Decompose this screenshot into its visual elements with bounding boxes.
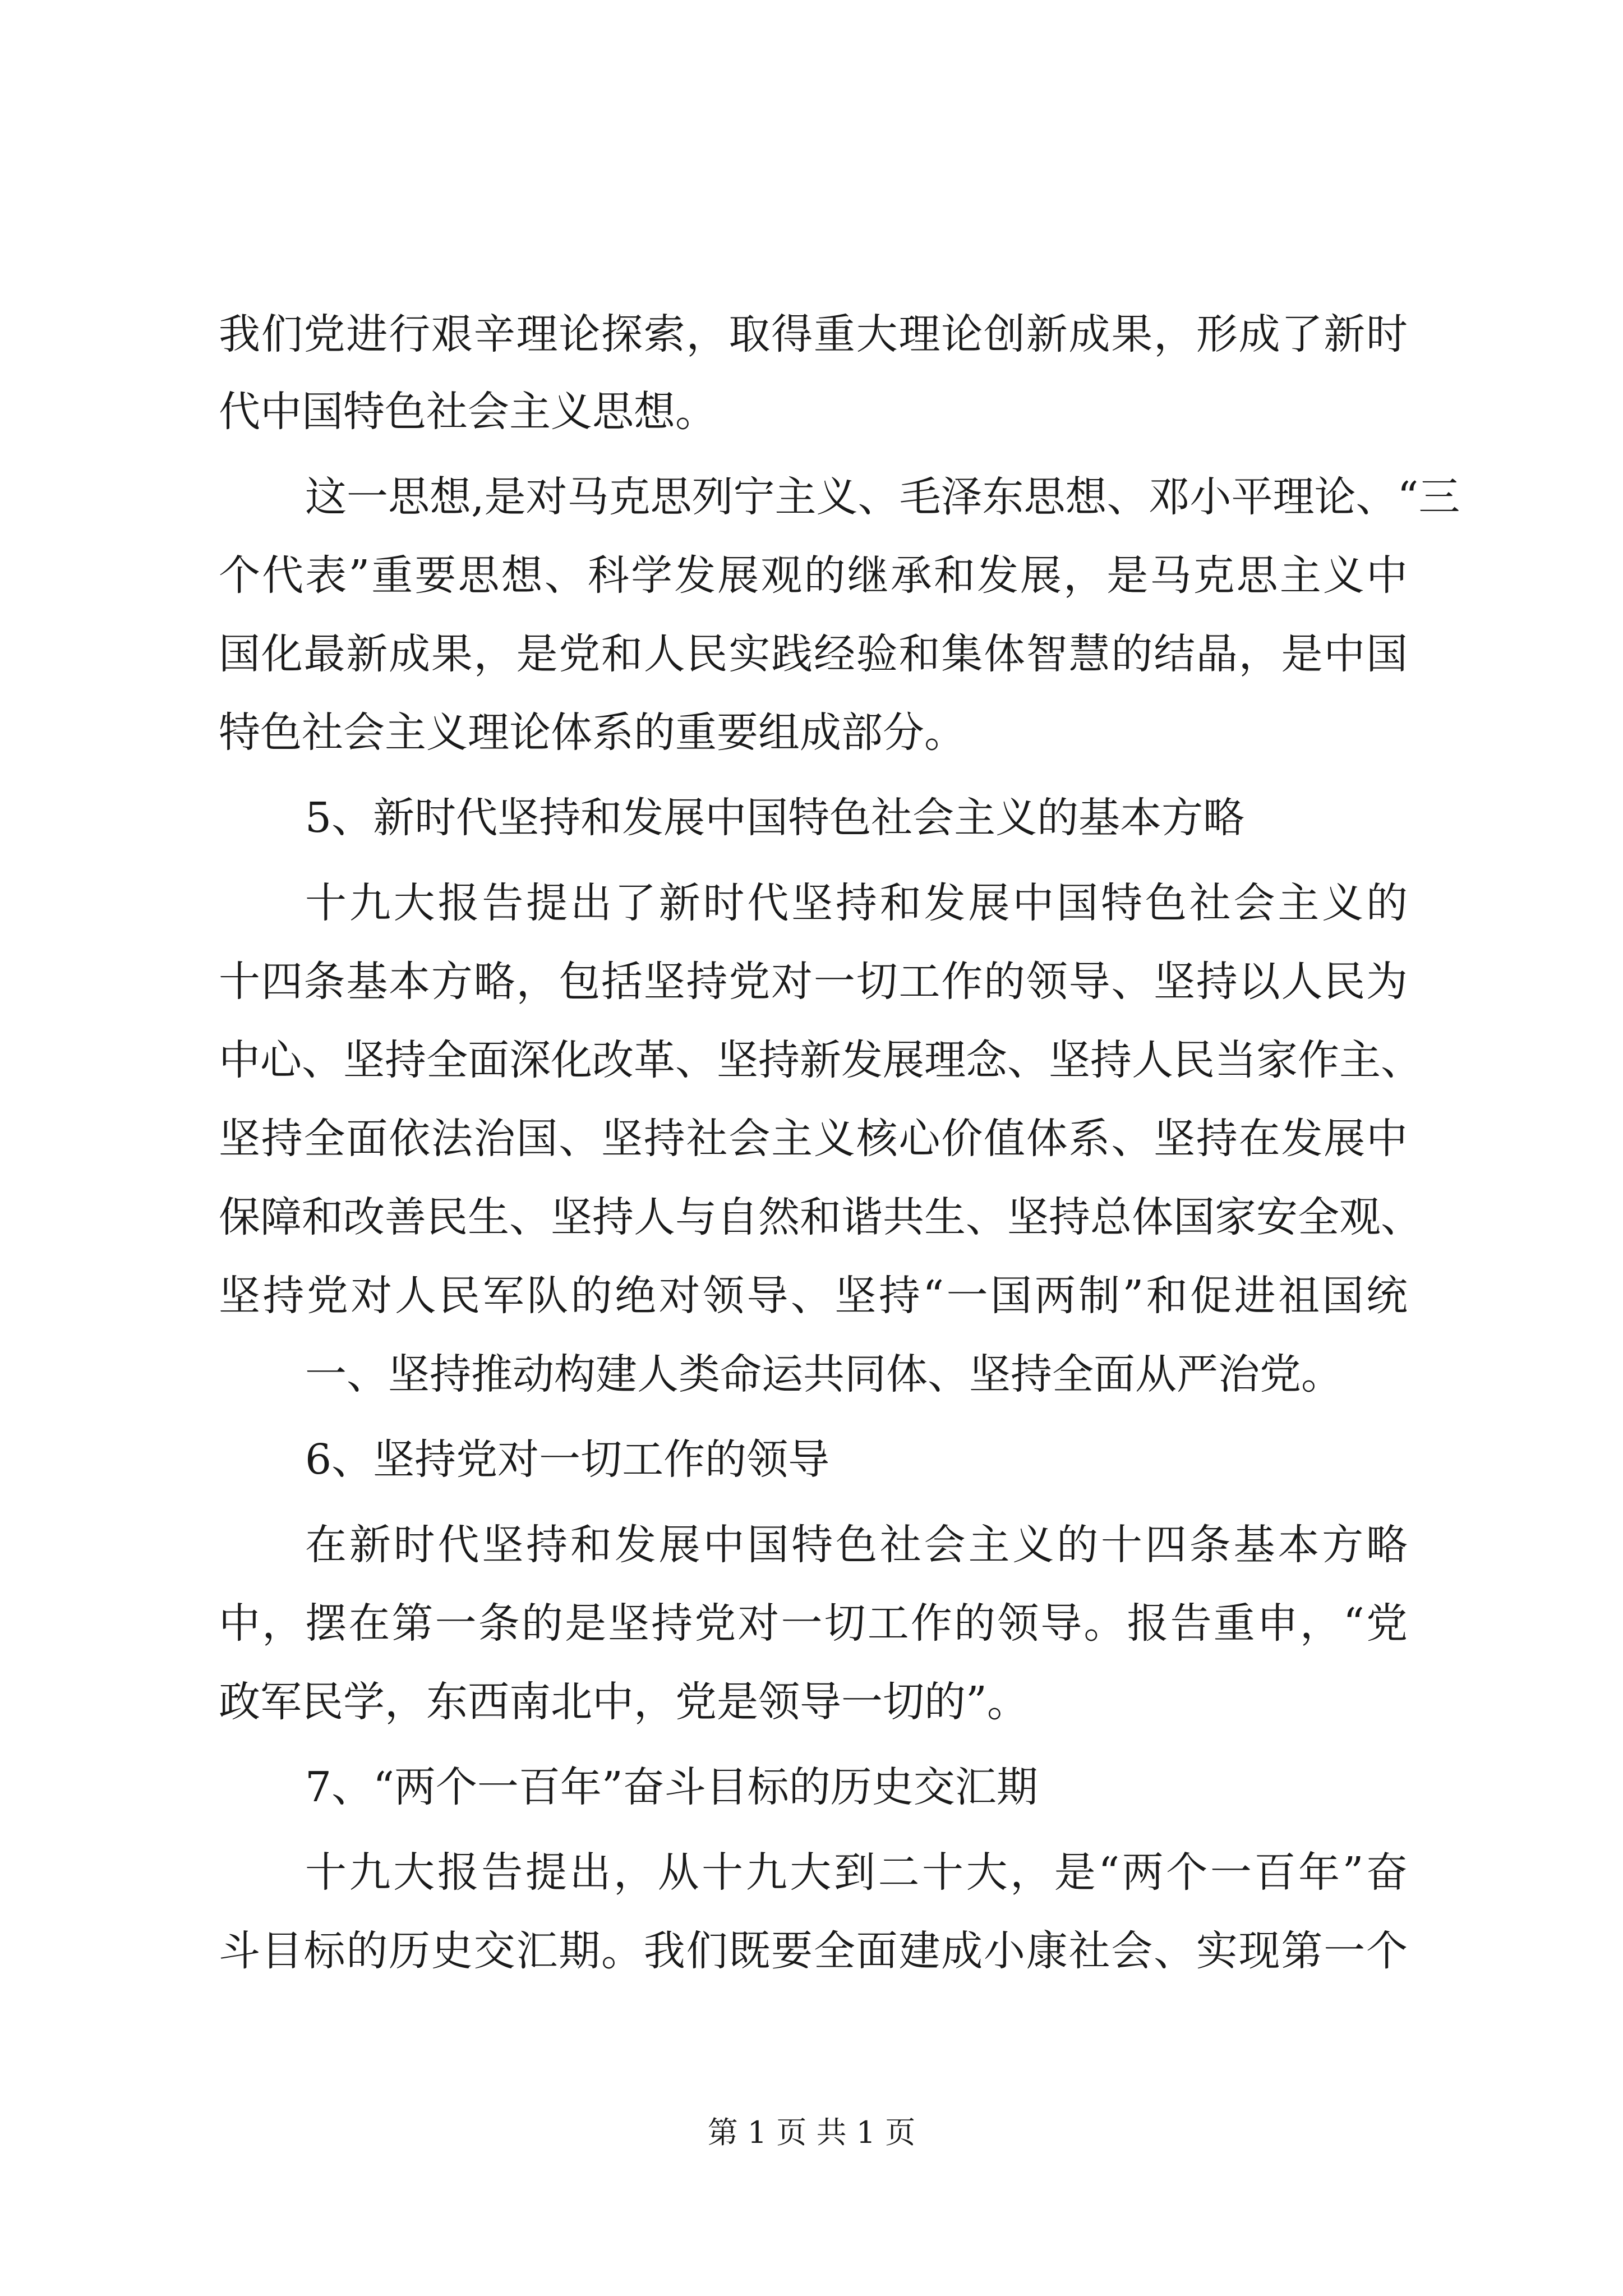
body-text-line: 保障和改善民生、坚持人与自然和谐共生、坚持总体国家安全观、 <box>219 1193 1422 1241</box>
page-number-footer: 第 1 页 共 1 页 <box>707 2115 916 2150</box>
body-text-line: 十九大报告提出，从十九大到二十大，是“两个一百年”奋 <box>305 1848 1408 1897</box>
body-text-line: 国化最新成果，是党和人民实践经验和集体智慧的结晶，是中国 <box>219 630 1408 678</box>
body-text-line: 代中国特色社会主义思想。 <box>219 388 717 436</box>
body-text-line: 这一思想,是对马克思列宁主义、毛泽东思想、邓小平理论、“三 <box>305 473 1460 521</box>
body-text-line: 一、坚持推动构建人类命运共同体、坚持全面从严治党。 <box>305 1350 1343 1398</box>
body-text-line: 坚持党对人民军队的绝对领导、坚持“一国两制”和促进祖国统 <box>219 1272 1408 1320</box>
section-heading: 7、“两个一百年”奋斗目标的历史交汇期 <box>305 1763 1038 1811</box>
body-text-line: 十九大报告提出了新时代坚持和发展中国特色社会主义的 <box>305 879 1408 927</box>
body-text-line: 斗目标的历史交汇期。我们既要全面建成小康社会、实现第一个 <box>219 1927 1408 1975</box>
body-text-line: 在新时代坚持和发展中国特色社会主义的十四条基本方略 <box>305 1521 1408 1569</box>
body-text-line: 十四条基本方略，包括坚持党对一切工作的领导、坚持以人民为 <box>219 958 1408 1006</box>
body-text-line: 我们党进行艰辛理论探索，取得重大理论创新成果，形成了新时 <box>219 310 1408 358</box>
body-text-line: 特色社会主义理论体系的重要组成部分。 <box>219 708 966 757</box>
section-heading: 6、坚持党对一切工作的领导 <box>305 1435 830 1484</box>
body-text-line: 个代表”重要思想、科学发展观的继承和发展，是马克思主义中 <box>219 551 1408 600</box>
body-text-line: 政军民学，东西南北中，党是领导一切的”。 <box>219 1678 1029 1726</box>
body-text-line: 中心、坚持全面深化改革、坚持新发展理念、坚持人民当家作主、 <box>219 1036 1422 1084</box>
body-text-line: 中，摆在第一条的是坚持党对一切工作的领导。报告重申，“党 <box>219 1599 1408 1648</box>
section-heading: 5、新时代坚持和发展中国特色社会主义的基本方略 <box>305 794 1245 842</box>
body-text-line: 坚持全面依法治国、坚持社会主义核心价值体系、坚持在发展中 <box>219 1115 1408 1163</box>
